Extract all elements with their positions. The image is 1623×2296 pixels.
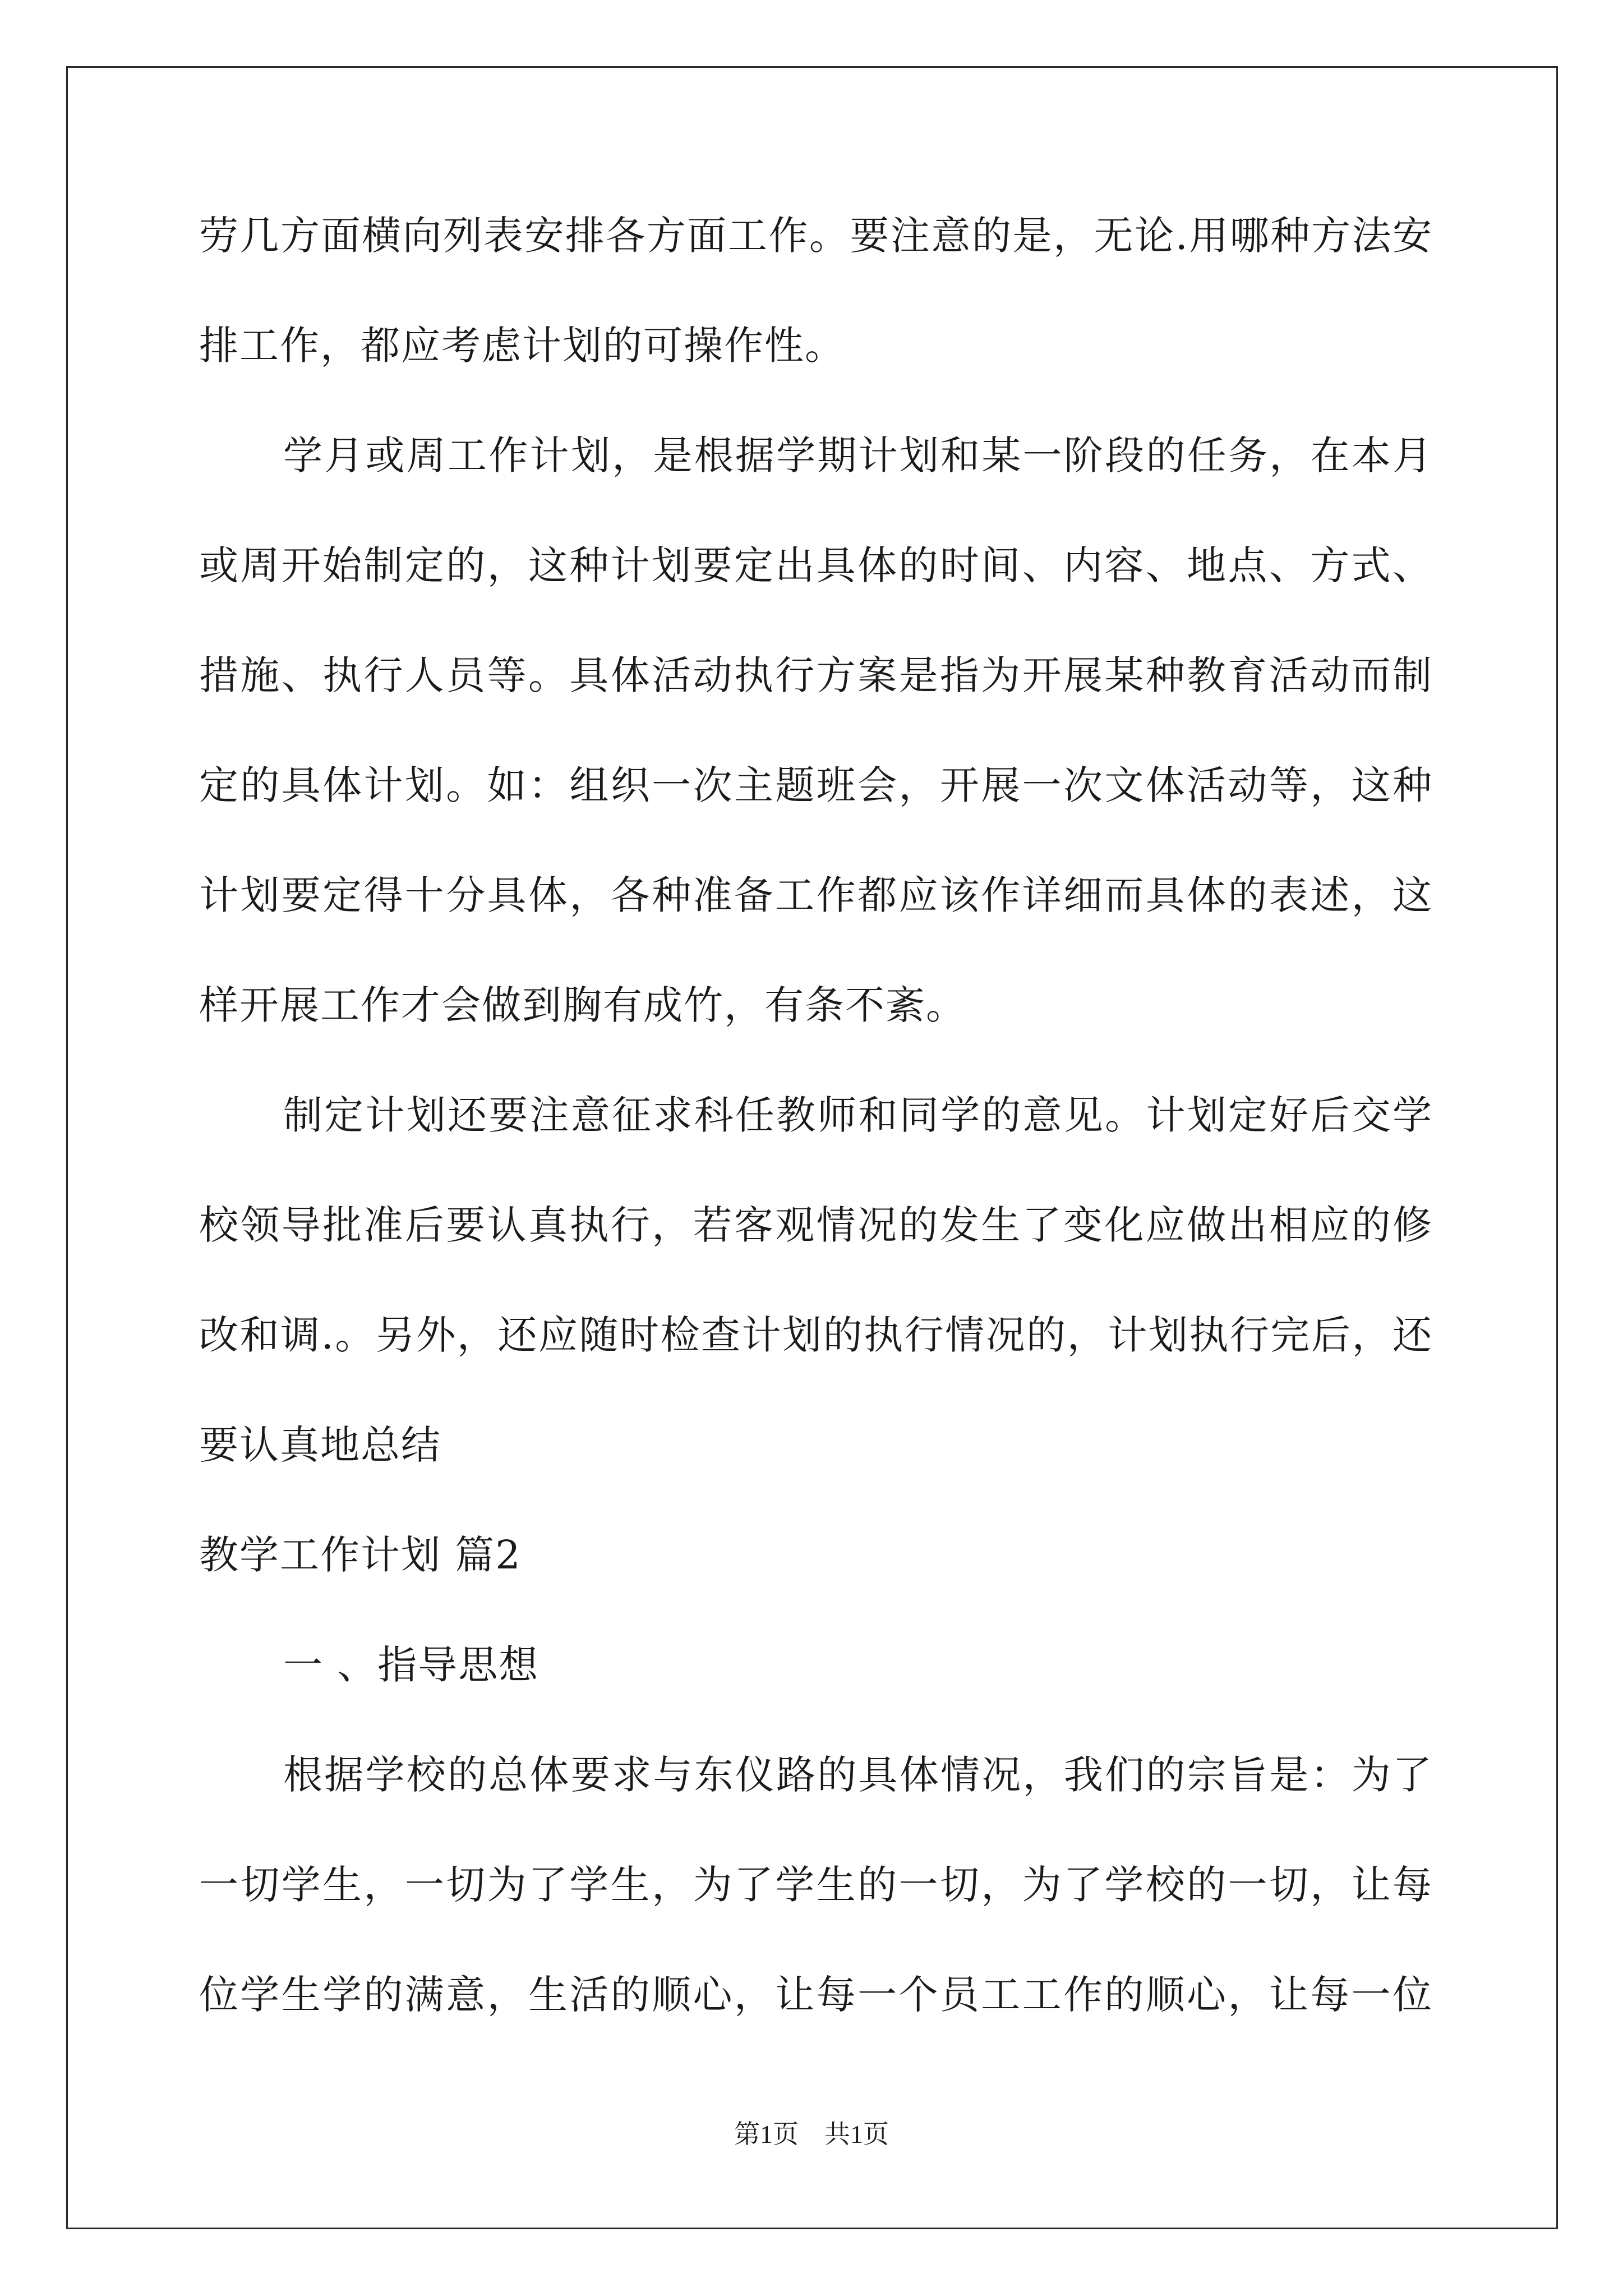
paragraph-line: 措施、执行人员等。具体活动执行方案是指为开展某种教育活动而制 [199,652,1433,698]
paragraph-line: 定的具体计划。如：组织一次主题班会，开展一次文体活动等，这种 [199,762,1433,808]
paragraph-line: 学月或周工作计划，是根据学期计划和某一阶段的任务，在本月 [283,432,1433,478]
paragraph-line: 改和调.。另外，还应随时检查计划的执行情况的，计划执行完后，还 [199,1312,1433,1358]
paragraph-line: 校领导批准后要认真执行，若客观情况的发生了变化应做出相应的修 [199,1202,1433,1248]
paragraph-line: 样开展工作才会做到胸有成竹，有条不紊。 [199,982,966,1028]
paragraph-line: 一切学生，一切为了学生，为了学生的一切，为了学校的一切，让每 [199,1862,1433,1908]
paragraph-line: 排工作，都应考虑计划的可操作性。 [199,323,845,369]
paragraph-line: 制定计划还要注意征求科任教师和同学的意见。计划定好后交学 [283,1092,1433,1138]
paragraph-line: 要认真地总结 [199,1422,441,1468]
paragraph-line: 劳几方面横向列表安排各方面工作。要注意的是，无论.用哪种方法安 [199,213,1433,259]
paragraph-line: 位学生学的满意，生活的顺心，让每一个员工工作的顺心，让每一位 [199,1972,1433,2018]
document-body [199,205,1433,2074]
paragraph-line: 或周开始制定的，这种计划要定出具体的时间、内容、地点、方式、 [199,542,1433,588]
subsection-heading: 一 、指导思想 [283,1642,540,1688]
section-heading: 教学工作计划 篇2 [199,1532,522,1578]
paragraph-line: 计划要定得十分具体，各种准备工作都应该作详细而具体的表述，这 [199,872,1433,918]
paragraph-line: 根据学校的总体要求与东仪路的具体情况，我们的宗旨是：为了 [283,1752,1433,1798]
page-number-footer: 第1页 共1页 [734,2120,889,2148]
